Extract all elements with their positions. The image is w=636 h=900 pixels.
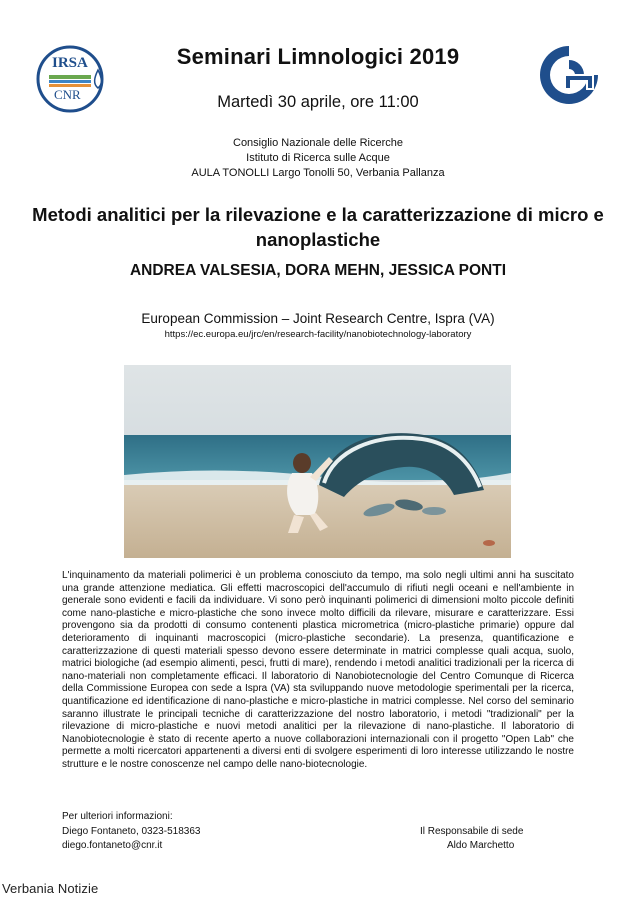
contact-name-phone: Diego Fontaneto, 0323-518363 — [62, 826, 201, 837]
talk-title: Metodi analitici per la rilevazione e la caratterizzazione di micro e nanoplastiche — [32, 204, 604, 250]
cnr-logo-text: CNR — [54, 87, 81, 102]
beach-wave-plastic-bottles-photo — [124, 365, 511, 558]
seminar-date: Martedì 30 aprile, ore 11:00 — [217, 93, 419, 111]
seminar-series-title: Seminari Limnologici 2019 — [176, 44, 460, 69]
affiliation: European Commission – Joint Research Centre, Ispra (VA) — [141, 311, 495, 326]
lab-url-link[interactable]: https://ec.europa.eu/jrc/en/research-facility/nanobiotechnology-laboratory — [164, 329, 472, 340]
irsa-logo-text: IRSA — [52, 55, 88, 71]
responsible-name: Aldo Marchetto — [447, 840, 515, 851]
abstract-text: L'inquinamento da materiali polimerici è un problema conosciuto da tempo, ma solo negli ultimi anni ha suscitato una grande attenzione mediatica. Gli effetti macroscopici dell'accumulo di rifiuti negli oceani e nell'ambiente in generale sono evidenti e facili da individuare. Vi sono però inquinanti polimerici di dimensioni molto piccole definiti come nano-plastiche e micro-plastiche che sono invece molto difficili da rilevare, misurare e caratterizzare. Essi provengono sia da prodotti di consumo contenenti plastica micrometrica (micro-plastiche primarie) oppure dal deterioramento di inquinanti macroscopici (micro-plastiche secondarie). La presenza, quantificazione e caratterizzazione di questi materiali spesso devono essere determinate in matrici complesse quali acqua, suolo, matrici biologiche (ad esempio alimenti, pesci, frutti di mare), rendendo i metodi analitici tradizionali per la ricerca di nano-materiali non completamente efficaci. Il laboratorio di Nanobiotecnologie del Centro Comunque di Ricerca della Commissione Europea con sede a Ispra (VA) sta sviluppando nuove metodologie sperimentali per la ricerca, quantificazione ed identificazione di nano-plastiche e micro-plastiche in matrici complesse. Nel corso del seminario saranno illustrate le principali tecniche di caratterizzazione del nostro laboratorio, i metodi "tradizionali" per la rilevazione di micro-plastiche e nuovi metodi analitici per la rilevazione di nano-plastiche. Il laboratorio di Nanobiotecnologie è stato di recente aperto a nuove collaborazioni internazionali con il progetto "Open Lab" che permette a molti ricercatori appartenenti a diversi enti di svolgere esperimenti di loro interesse utilizzando le nostre strutture e le nostre conoscenze nel campo delle nano-biotecnologie. — [62, 570, 574, 770]
institution-line-1: Consiglio Nazionale delle Ricerche — [233, 137, 403, 149]
responsible-title: Il Responsabile di sede — [420, 826, 524, 837]
info-heading: Per ulteriori informazioni: — [62, 811, 173, 822]
venue-address: AULA TONOLLI Largo Tonolli 50, Verbania Pallanza — [191, 167, 445, 179]
contact-email-link[interactable]: diego.fontaneto@cnr.it — [62, 840, 163, 851]
speakers: ANDREA VALSESIA, DORA MEHN, JESSICA PONTI — [129, 262, 507, 279]
institution-line-2: Istituto di Ricerca sulle Acque — [246, 152, 390, 164]
watermark: Verbania Notizie — [2, 881, 99, 896]
